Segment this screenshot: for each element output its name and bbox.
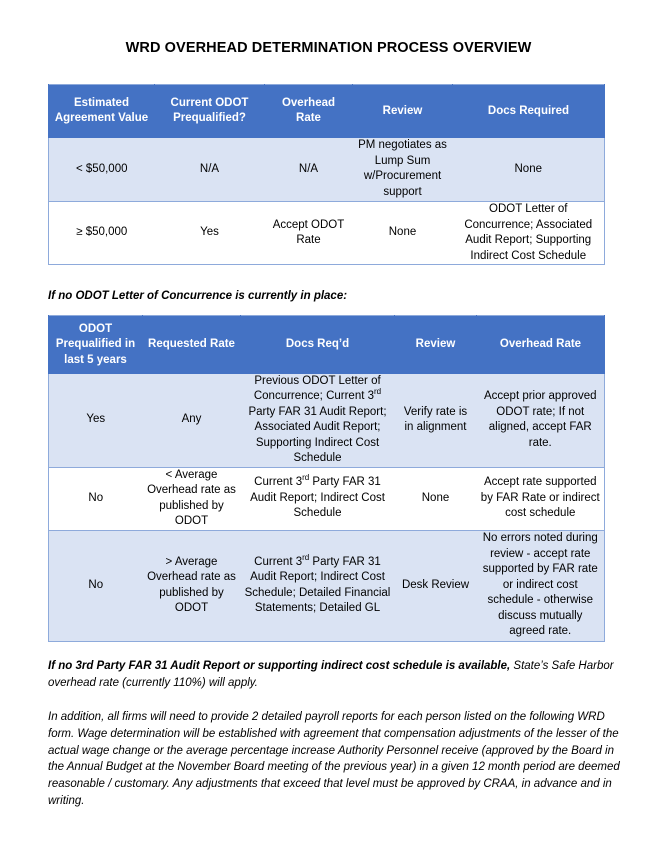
- table-cell: Yes: [49, 374, 143, 468]
- table-cell: Accept prior approved ODOT rate; If not aligned, accept FAR rate.: [477, 374, 605, 468]
- table-cell: PM negotiates as Lump Sum w/Procurement support: [353, 138, 453, 202]
- table-cell: No errors noted during review - accept rate supported by FAR rate or indirect cost schedule - otherwise discuss mutually agreed rate.: [477, 530, 605, 641]
- payroll-paragraph: In addition, all firms will need to provide 2 detailed payroll reports for each person listed on the following WRD form. Wage determination will be established with agreement that compensation adjustments of the lesser of the actual wage change or the average percentage increase Authority Personnel receive (approved by the Board in the Annual Budget at the November Board meeting of the previous year) in a given 12 month period are deemed reasonable / customary. Any adjustments that exceed that level must be approved by CRAA, in advance and in writing.: [48, 711, 620, 807]
- column-header: ODOT Prequalified in last 5 years: [49, 316, 143, 374]
- table-row: [49, 467, 605, 530]
- column-header: Estimated Agreement Value: [49, 85, 155, 138]
- docs-text: Party FAR 31 Audit Report; Indirect Cost Schedule; Detailed Financial Statements; Detailed GL: [244, 555, 391, 614]
- overhead-value-table: [48, 84, 605, 265]
- table-cell: Yes: [155, 202, 265, 265]
- table-row: [49, 202, 605, 265]
- column-header: Current ODOT Prequalified?: [155, 85, 265, 138]
- column-header: Docs Required: [453, 85, 605, 138]
- safe-harbor-paragraph: [48, 658, 622, 692]
- docs-text: Party FAR 31 Audit Report; Indirect Cost Schedule: [250, 476, 385, 520]
- docs-text: Current 3: [254, 555, 303, 568]
- column-header: Review: [353, 85, 453, 138]
- superscript: rd: [302, 473, 310, 483]
- table-cell: ≥ $50,000: [49, 202, 155, 265]
- table-cell: Desk Review: [395, 530, 477, 641]
- table-cell: Accept ODOT Rate: [265, 202, 353, 265]
- docs-text: Previous ODOT Letter of Concurrence; Current 3: [253, 374, 381, 402]
- table-cell: N/A: [155, 138, 265, 202]
- table-row: [49, 530, 605, 641]
- table-cell: > Average Overhead rate as published by ODOT: [143, 530, 241, 641]
- table-cell: Verify rate is in alignment: [395, 374, 477, 468]
- superscript: rd: [374, 387, 382, 397]
- column-header: Requested Rate: [143, 316, 241, 374]
- column-header: Overhead Rate: [265, 85, 353, 138]
- table-cell: [241, 467, 395, 530]
- table-header-row: [49, 316, 605, 374]
- column-header: Overhead Rate: [477, 316, 605, 374]
- page-title: WRD OVERHEAD DETERMINATION PROCESS OVERVIEW: [125, 40, 532, 56]
- docs-text: Party FAR 31 Audit Report; Associated Audit Report; Supporting Indirect Cost Schedule: [248, 405, 387, 464]
- section-heading: If no ODOT Letter of Concurrence is currently in place:: [48, 290, 348, 302]
- table-cell: < Average Overhead rate as published by ODOT: [143, 467, 241, 530]
- table-header-row: [49, 85, 605, 138]
- table-row: [49, 374, 605, 468]
- no-concurrence-table: [48, 315, 605, 642]
- column-header: Review: [395, 316, 477, 374]
- table-cell: [241, 374, 395, 468]
- table-cell: Accept rate supported by FAR Rate or indirect cost schedule: [477, 467, 605, 530]
- table-cell: None: [453, 138, 605, 202]
- paragraph-text: State’s Safe Harbor overhead rate (currently 110%) will apply.: [48, 660, 614, 689]
- superscript: rd: [302, 552, 310, 562]
- table-cell: No: [49, 467, 143, 530]
- docs-text: Current 3: [254, 476, 303, 489]
- table-cell: [241, 530, 395, 641]
- table-row: [49, 138, 605, 202]
- bold-lead: If no 3rd Party FAR 31 Audit Report or supporting indirect cost schedule is available,: [48, 660, 511, 672]
- table-cell: Any: [143, 374, 241, 468]
- table-cell: No: [49, 530, 143, 641]
- table-cell: None: [353, 202, 453, 265]
- table-cell: ODOT Letter of Concurrence; Associated Audit Report; Supporting Indirect Cost Schedule: [453, 202, 605, 265]
- table-cell: < $50,000: [49, 138, 155, 202]
- table-cell: None: [395, 467, 477, 530]
- column-header: Docs Req’d: [241, 316, 395, 374]
- table-cell: N/A: [265, 138, 353, 202]
